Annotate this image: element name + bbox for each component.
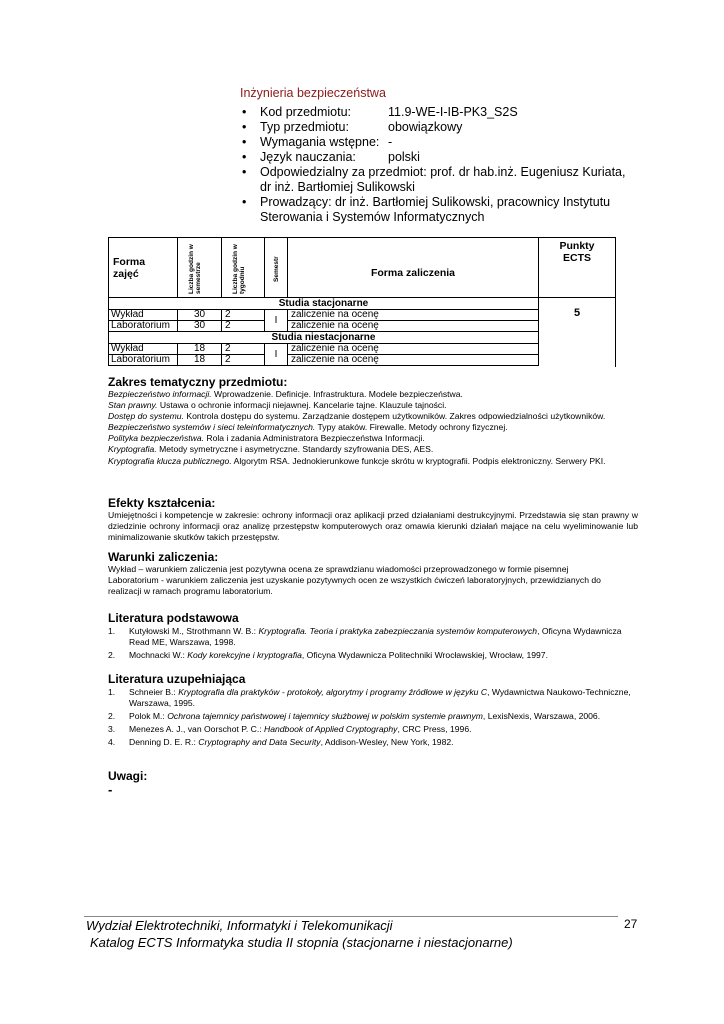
ex-row1-form: Wykład (108, 344, 178, 355)
footer-catalog: Katalog ECTS Informatyka studia II stopnia (stacjonarne i niestacjonarne) (90, 935, 513, 950)
ex-row1-credit: zaliczenie na ocenę (288, 344, 539, 355)
scope-item: Polityka bezpieczeństwa. Rola i zadania Administratora Bezpieczeństwa Informacji. (108, 433, 425, 444)
header-form: Forma zajęć (113, 256, 146, 280)
st-row1-week: 2 (222, 310, 265, 321)
conditions-heading: Warunki zaliczenia: (108, 550, 219, 564)
ects-value: 5 (573, 307, 581, 319)
header-hours-sem-cell (178, 237, 222, 298)
meta-prereq: • Wymagania wstępne: - (240, 135, 640, 150)
lit-basic-heading: Literatura podstawowa (108, 611, 239, 625)
meta-code: • Kod przedmiotu: 11.9-WE-I-IB-PK3_S2S (240, 105, 640, 120)
course-table (108, 237, 616, 367)
subject-title: Inżynieria bezpieczeństwa (240, 86, 386, 100)
header-ects-cell (539, 237, 616, 298)
conditions-text: Wykład – warunkiem zaliczenia jest pozytywna ocena ze sprawdzianu wiadomości przeprowadzonego w formie pisemnej Laboratorium - warunkiem zaliczenia jest uzyskanie pozytywnych ocen ze wszystkich ćwiczeń laboratoryjnych, przewidzianych do realizacji w ramach programu laboratorium. (108, 564, 601, 597)
header-hours-week-cell (222, 237, 265, 298)
st-semester: I (265, 310, 288, 332)
scope-heading: Zakres tematyczny przedmiotu: (108, 375, 288, 389)
scope-item: Kryptografia klucza publicznego. Algorytm RSA. Jednokierunkowe funkcje skrótu w kryptografii. Podpis elektroniczny. Serwery PKI. (108, 455, 606, 466)
footer-faculty: Wydział Elektrotechniki, Informatyki i Telekomunikacji (86, 918, 393, 933)
effects-text: Umiejętności i kompetencje w zakresie: ochrony informacji oraz aplikacji przed działaniami destrukcyjnymi. Przedstawia się stan prawny w dziedzinie ochrony informacji oraz analizę przestępstw komputerowych oraz omawia kierunki działań mające na celu wyeliminowanie lub minimalizowanie skutków takich przestępstw. (108, 510, 638, 543)
header-hours-week: Liczba godzin w tygodniu (232, 244, 246, 294)
section-stationary: Studia stacjonarne (108, 298, 539, 310)
page-number: 27 (624, 917, 638, 931)
subject-meta-list (240, 105, 640, 225)
st-row2-credit: zaliczenie na ocenę (288, 321, 539, 332)
st-row2-form: Laboratorium (108, 321, 178, 332)
ex-row2-week: 2 (222, 355, 265, 366)
remarks-text: - (108, 782, 113, 797)
list-item: 1. Kutyłowski M., Strothmann W. B.: Kryptografia. Teoria i praktyka zabezpieczania systemów komputerowych, Oficyna Wydawnicza Read ME, Warszawa, 1998. (108, 626, 622, 648)
lit-extra-list (108, 687, 638, 748)
ex-row1-sem: 18 (178, 344, 222, 355)
section-extramural: Studia niestacjonarne (108, 332, 539, 344)
st-row1-sem: 30 (178, 310, 222, 321)
header-form-cell (108, 237, 178, 298)
scope-item: Bezpieczeństwo systemów i sieci teleinformatycznych. Typy ataków. Firewalle. Metody ochrony fizycznej. (108, 422, 508, 433)
ex-row1-week: 2 (222, 344, 265, 355)
header-credit: Forma zaliczenia (370, 267, 456, 279)
st-row2-sem: 30 (178, 321, 222, 332)
list-item: 3. Menezes A. J., van Oorschot P. C.: Handbook of Applied Cryptography, CRC Press, 1996. (108, 724, 472, 735)
footer-divider (84, 916, 618, 917)
ex-row2-credit: zaliczenie na ocenę (288, 355, 539, 366)
header-semester: Semestr (273, 256, 280, 282)
ex-row2-sem: 18 (178, 355, 222, 366)
meta-responsible: • Odpowiedzialny za przedmiot: prof. dr hab.inż. Eugeniusz Kuriata, dr inż. Bartłomiej Sulikowski (240, 165, 640, 195)
meta-language: • Język nauczania: polski (240, 150, 640, 165)
list-item: 1. Schneier B.: Kryptografia dla praktyków - protokoły, algorytmy i programy źródłowe w języku C, Wydawnictwa Naukowo-Techniczne, Warszawa, 1995. (108, 687, 631, 709)
meta-type: • Typ przedmiotu: obowiązkowy (240, 120, 640, 135)
scope-item: Stan prawny. Ustawa o ochronie informacji niejawnej. Kancelarie tajne. Klauzule tajności. (108, 400, 447, 411)
list-item: 2. Mochnacki W.: Kody korekcyjne i kryptografia, Oficyna Wydawnicza Politechniki Wrocławskiej, Wrocław, 1997. (108, 650, 548, 661)
ects-value-cell (539, 298, 616, 367)
effects-heading: Efekty kształcenia: (108, 496, 216, 510)
ex-row2-form: Laboratorium (108, 355, 178, 366)
lit-basic-list (108, 626, 638, 661)
header-ects: Punkty ECTS (559, 240, 595, 264)
meta-lecturers: • Prowadzący: dr inż. Bartłomiej Sulikowski, pracownicy Instytutu Sterowania i Systemów Informatycznych (240, 195, 640, 225)
scope-item: Bezpieczeństwo informacji. Wprowadzenie. Definicje. Infrastruktura. Modele bezpieczeństwa. (108, 389, 463, 399)
st-row1-credit: zaliczenie na ocenę (288, 310, 539, 321)
scope-item: Dostęp do systemu. Kontrola dostępu do systemu. Zarządzanie dostępem użytkowników. Zakres odpowiedzialności użytkowników. (108, 411, 606, 422)
lit-extra-heading: Literatura uzupełniająca (108, 672, 246, 686)
scope-body (108, 389, 638, 467)
remarks-heading: Uwagi: (108, 769, 148, 783)
header-hours-sem: Liczba godzin w semestrze (188, 244, 202, 294)
st-row2-week: 2 (222, 321, 265, 332)
header-credit-cell (288, 237, 539, 298)
header-semester-cell (265, 237, 288, 298)
ex-semester: I (265, 344, 288, 366)
list-item: 2. Polok M.: Ochrona tajemnicy państwowej i tajemnicy służbowej w polskim systemie prawnym, LexisNexis, Warszawa, 2006. (108, 711, 601, 722)
scope-item: Kryptografia. Metody symetryczne i asymetryczne. Standardy szyfrowania DES, AES. (108, 444, 434, 455)
st-row1-form: Wykład (108, 310, 178, 321)
list-item: 4. Denning D. E. R.: Cryptography and Data Security, Addison-Wesley, New York, 1982. (108, 737, 454, 748)
